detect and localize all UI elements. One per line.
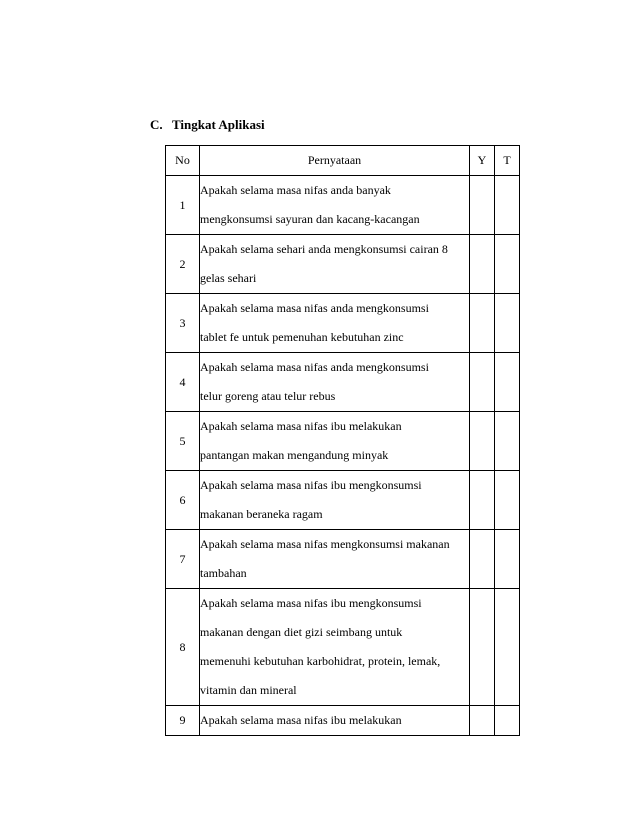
statement-line: Apakah selama masa nifas anda mengkonsumsi [200,301,429,315]
statement-line: Apakah selama masa nifas mengkonsumsi makanan [200,537,450,551]
statement-line: Apakah selama masa nifas ibu mengkonsumsi [200,478,422,492]
statement-cell [200,706,470,736]
answer-no-cell[interactable] [495,530,520,589]
answer-no-cell[interactable] [495,176,520,235]
row-number: 1 [166,176,200,235]
statement-line: Apakah selama masa nifas ibu melakukan [200,419,402,433]
statement-line: pantangan makan mengandung minyak [200,448,389,462]
statement-line: Apakah selama masa nifas ibu mengkonsumsi [200,596,422,610]
statement-line: Apakah selama masa nifas ibu melakukan [200,713,402,727]
answer-yes-cell[interactable] [470,589,495,706]
header-statement: Pernyataan [200,146,470,176]
header-no-answer: T [495,146,520,176]
answer-no-cell[interactable] [495,294,520,353]
questionnaire-table [165,145,520,736]
statement-cell [200,294,470,353]
table-row [166,176,520,235]
answer-no-cell[interactable] [495,353,520,412]
table-row [166,294,520,353]
statement-line: Apakah selama masa nifas anda mengkonsumsi [200,360,429,374]
row-number: 2 [166,235,200,294]
answer-yes-cell[interactable] [470,706,495,736]
statement-line: mengkonsumsi sayuran dan kacang-kacangan [200,212,420,226]
row-number: 5 [166,412,200,471]
statement-cell [200,471,470,530]
header-yes: Y [470,146,495,176]
section-title: Tingkat Aplikasi [172,117,265,132]
row-number: 4 [166,353,200,412]
table-header-row [166,146,520,176]
answer-no-cell[interactable] [495,235,520,294]
answer-no-cell[interactable] [495,412,520,471]
statement-cell [200,353,470,412]
row-number: 7 [166,530,200,589]
row-number: 6 [166,471,200,530]
statement-cell [200,235,470,294]
statement-line: Apakah selama sehari anda mengkonsumsi cairan 8 [200,242,448,256]
answer-no-cell[interactable] [495,589,520,706]
section-heading [150,117,265,133]
answer-yes-cell[interactable] [470,353,495,412]
statement-line: tambahan [200,566,247,580]
statement-line: makanan dengan diet gizi seimbang untuk [200,625,403,639]
table-row [166,589,520,706]
statement-line: telur goreng atau telur rebus [200,389,336,403]
statement-line: memenuhi kebutuhan karbohidrat, protein, lemak, [200,654,441,668]
statement-line: Apakah selama masa nifas anda banyak [200,183,391,197]
row-number: 8 [166,589,200,706]
statement-cell [200,412,470,471]
answer-yes-cell[interactable] [470,176,495,235]
statement-cell [200,530,470,589]
row-number: 3 [166,294,200,353]
table-row [166,471,520,530]
statement-cell [200,176,470,235]
statement-line: vitamin dan mineral [200,683,297,697]
table-row [166,706,520,736]
table-row [166,530,520,589]
statement-line: makanan beraneka ragam [200,507,323,521]
answer-yes-cell[interactable] [470,412,495,471]
answer-no-cell[interactable] [495,471,520,530]
table-row [166,412,520,471]
header-no: No [166,146,200,176]
section-letter: C. [150,117,163,132]
table-row [166,353,520,412]
statement-line: gelas sehari [200,271,257,285]
statement-cell [200,589,470,706]
answer-no-cell[interactable] [495,706,520,736]
answer-yes-cell[interactable] [470,471,495,530]
statement-line: tablet fe untuk pemenuhan kebutuhan zinc [200,330,404,344]
answer-yes-cell[interactable] [470,530,495,589]
table-row [166,235,520,294]
row-number: 9 [166,706,200,736]
answer-yes-cell[interactable] [470,294,495,353]
answer-yes-cell[interactable] [470,235,495,294]
